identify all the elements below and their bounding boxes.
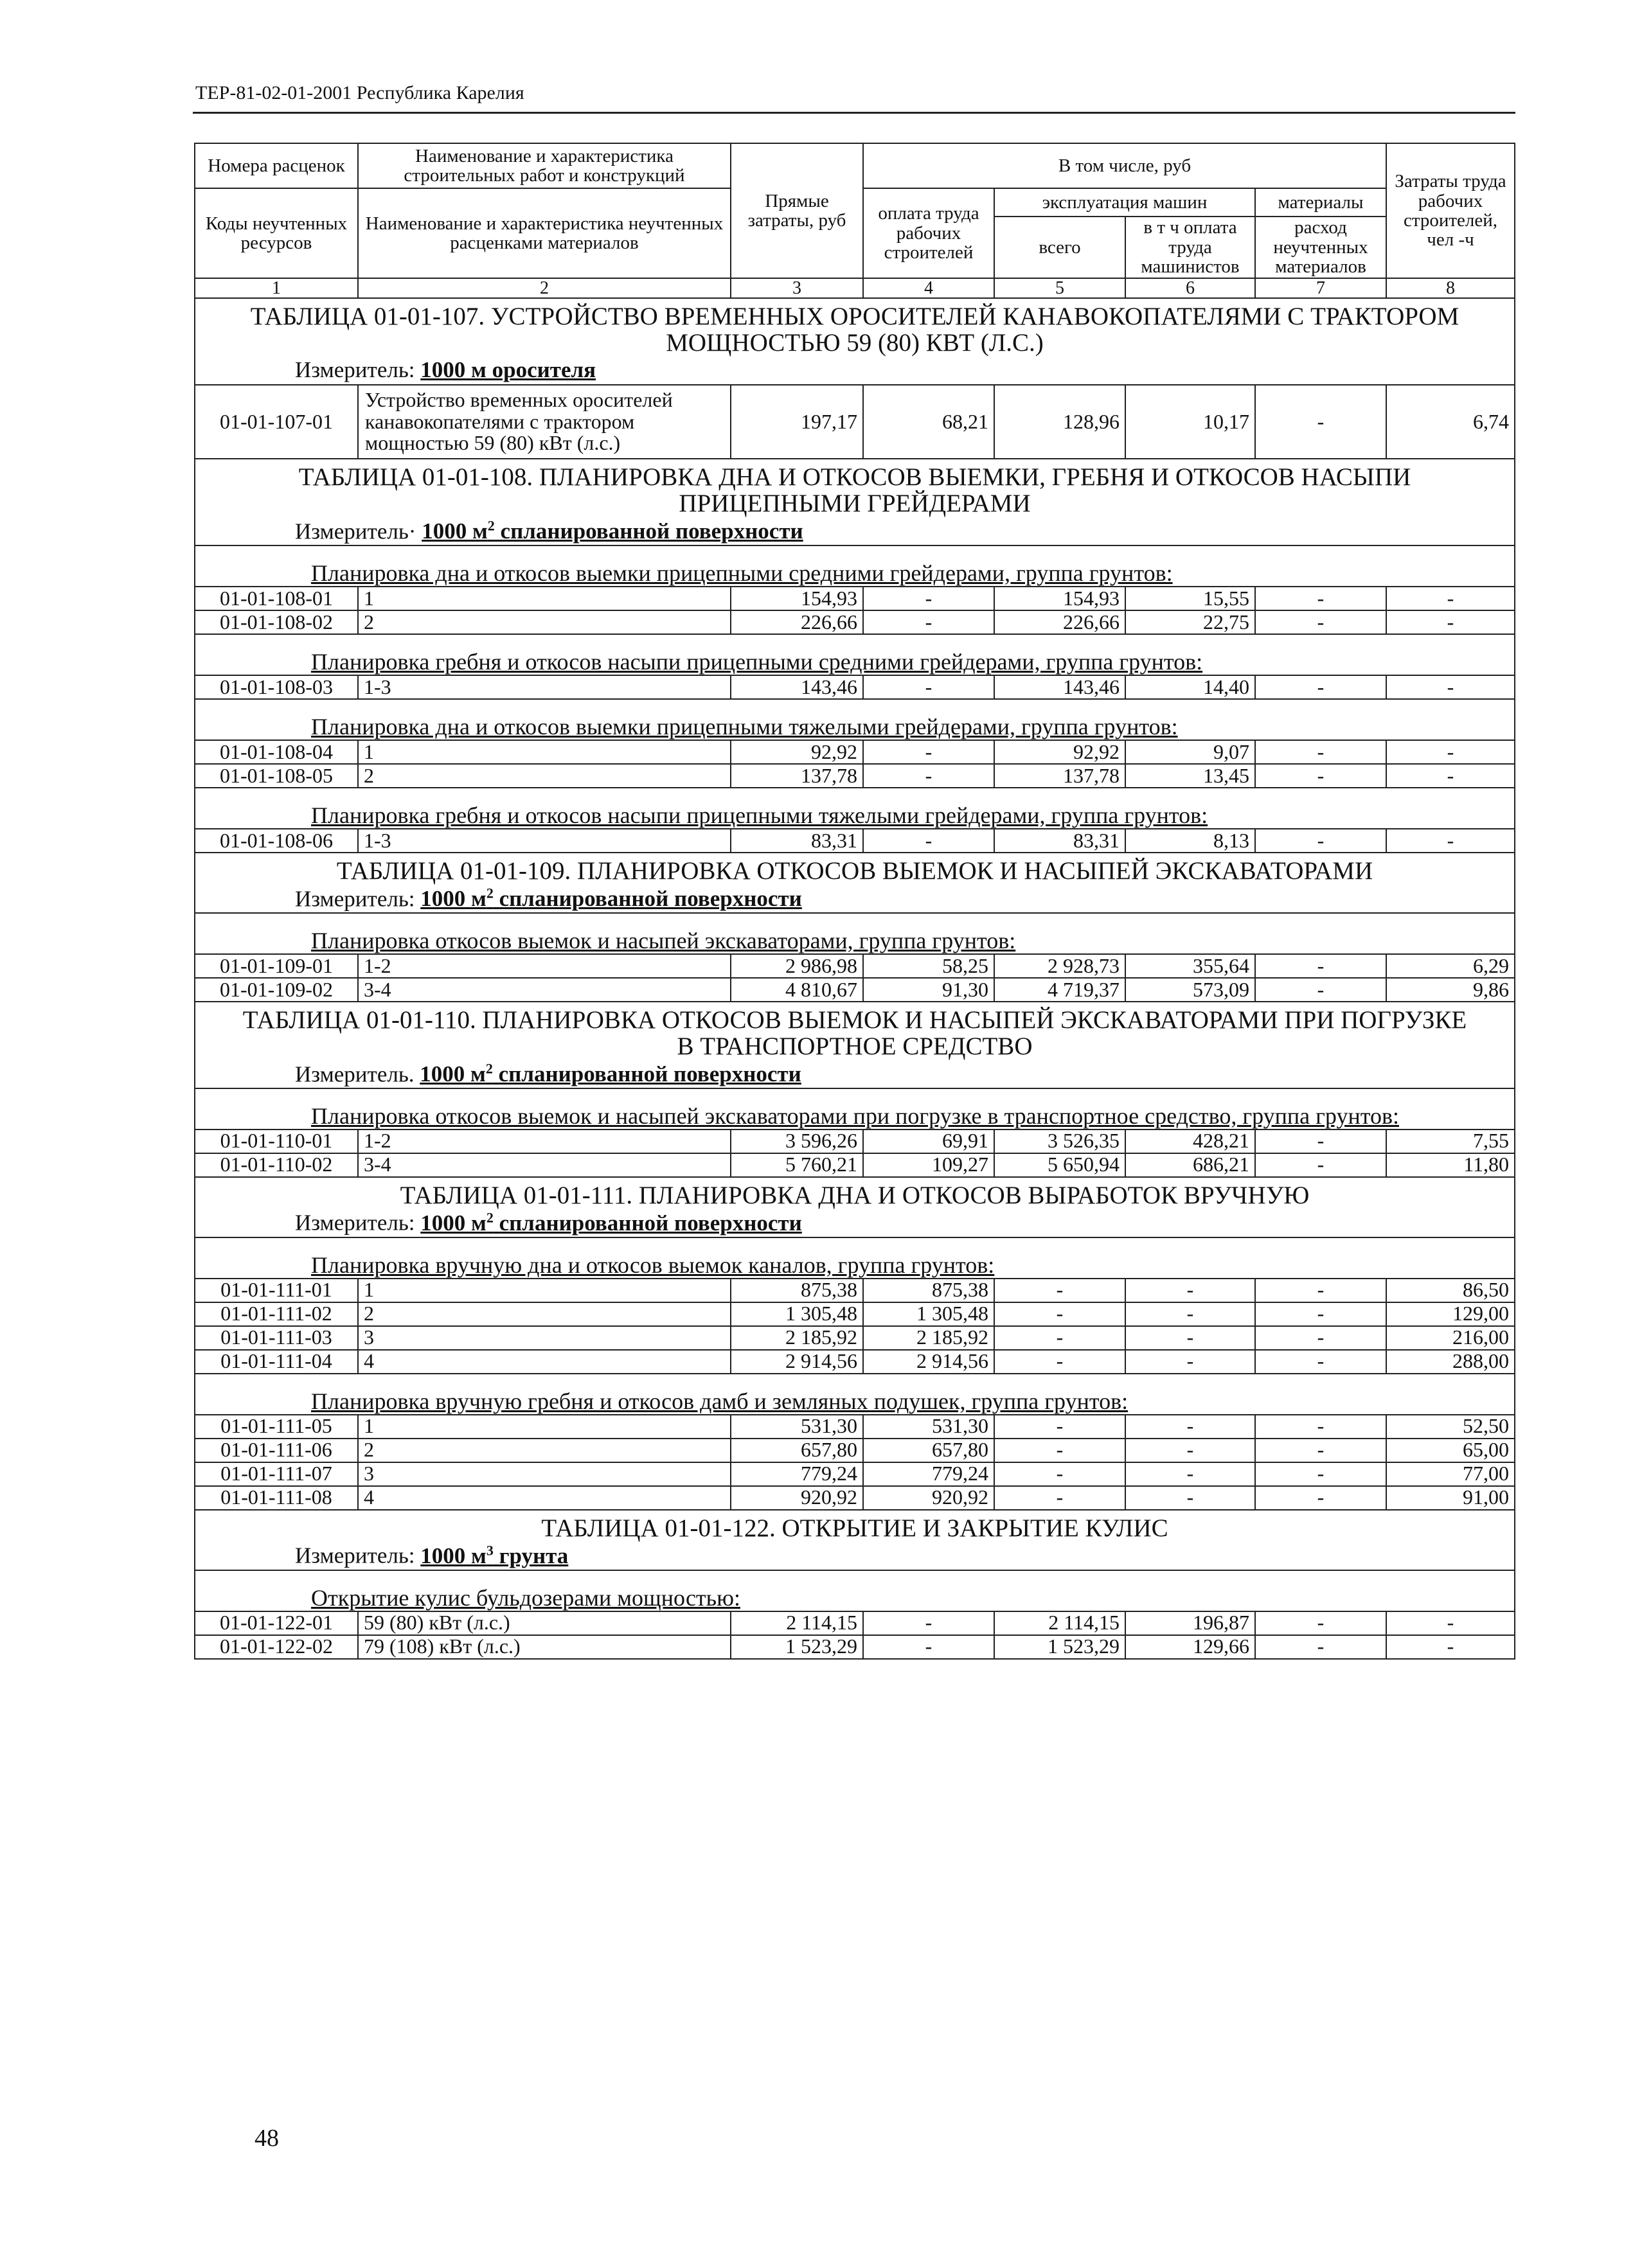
machines-total: - (994, 1350, 1125, 1374)
rate-code: 01-01-111-03 (195, 1326, 358, 1350)
direct-costs: 154,93 (731, 587, 863, 610)
machines-total: - (994, 1415, 1125, 1439)
price-table (194, 143, 1515, 1660)
group-title (195, 1570, 1515, 1611)
rate-code: 01-01-108-04 (195, 740, 358, 764)
rate-code: 01-01-108-06 (195, 829, 358, 853)
machines-total: 226,66 (994, 610, 1125, 634)
labor-costs: 86,50 (1386, 1279, 1515, 1302)
machinist-wages: 686,21 (1125, 1153, 1255, 1177)
group-title (195, 1374, 1515, 1415)
group-title (195, 545, 1515, 587)
header-machines-total: всего (994, 217, 1125, 278)
header-materials-name: Наименование и характеристика неучтенных расценками материалов (358, 188, 731, 278)
labor-costs: 52,50 (1386, 1415, 1515, 1439)
machines-total: - (994, 1486, 1125, 1510)
meter-value (420, 1061, 801, 1086)
wages: 109,27 (863, 1153, 994, 1177)
wages: - (863, 764, 994, 788)
section-title-row (195, 459, 1515, 517)
rate-code: 01-01-108-01 (195, 587, 358, 610)
unit-of-measure (195, 1209, 1515, 1237)
header-machines: эксплуатация машин (994, 188, 1255, 217)
table-row (195, 1439, 1515, 1462)
section-title-row (195, 298, 1515, 357)
machines-total: 154,93 (994, 587, 1125, 610)
group-title (195, 1088, 1515, 1130)
group-title (195, 788, 1515, 829)
unit-of-measure (195, 885, 1515, 913)
materials: - (1255, 1130, 1386, 1153)
work-description: 2 (358, 610, 731, 634)
direct-costs: 2 185,92 (731, 1326, 863, 1350)
work-description: 1-3 (358, 829, 731, 853)
materials: - (1255, 385, 1386, 459)
wages: 69,91 (863, 1130, 994, 1153)
labor-costs: 7,55 (1386, 1130, 1515, 1153)
work-description: 3 (358, 1462, 731, 1486)
meter-value (422, 518, 803, 544)
group-title-text: Планировка гребня и откосов насыпи прицепными средними грейдерами, группа грунтов: (311, 649, 1203, 675)
header-direct-costs: Прямые затраты, руб (731, 143, 863, 278)
meter-label: Измеритель· (295, 518, 416, 544)
work-description: 2 (358, 1439, 731, 1462)
wages: 531,30 (863, 1415, 994, 1439)
rate-code: 01-01-111-04 (195, 1350, 358, 1374)
machines-total: 92,92 (994, 740, 1125, 764)
page-number: 48 (254, 2125, 279, 2152)
table-title: ТАБЛИЦА 01-01-109. ПЛАНИРОВКА ОТКОСОВ ВЫЕМОК И НАСЫПЕЙ ЭКСКАВАТОРАМИ (195, 853, 1515, 885)
table-title: ТАБЛИЦА 01-01-108. ПЛАНИРОВКА ДНА И ОТКОСОВ ВЫЕМКИ, ГРЕБНЯ И ОТКОСОВ НАСЫПИ ПРИЦЕПНЫМИ ГРЕЙДЕРАМИ (195, 459, 1515, 517)
materials: - (1255, 1279, 1386, 1302)
meter-exponent: 2 (486, 885, 494, 901)
meter-tail: грунта (499, 1543, 569, 1569)
rate-code: 01-01-111-05 (195, 1415, 358, 1439)
machines-total: - (994, 1462, 1125, 1486)
unit-of-measure (195, 517, 1515, 545)
machinist-wages: - (1125, 1415, 1255, 1439)
wages: - (863, 1635, 994, 1659)
meter-tail: спланированной поверхности (499, 886, 802, 912)
work-description: 3-4 (358, 1153, 731, 1177)
machinist-wages: 196,87 (1125, 1611, 1255, 1635)
table-row (195, 1415, 1515, 1439)
section-title-row (195, 1177, 1515, 1209)
rate-code: 01-01-107-01 (195, 385, 358, 459)
unit-of-measure (195, 1542, 1515, 1570)
meter-tail: спланированной поверхности (498, 1061, 801, 1087)
machines-total: 143,46 (994, 675, 1125, 699)
machines-total: - (994, 1326, 1125, 1350)
meter-label: Измеритель: (295, 1210, 415, 1236)
work-description: 1 (358, 587, 731, 610)
wages: - (863, 740, 994, 764)
table-row (195, 675, 1515, 699)
column-number: 7 (1255, 278, 1386, 298)
table-row (195, 829, 1515, 853)
labor-costs: 65,00 (1386, 1439, 1515, 1462)
direct-costs: 2 986,98 (731, 954, 863, 978)
rate-code: 01-01-108-02 (195, 610, 358, 634)
rate-code: 01-01-111-02 (195, 1302, 358, 1326)
work-description: 1 (358, 1279, 731, 1302)
group-title-text: Планировка дна и откосов выемки прицепными тяжелыми грейдерами, группа грунтов: (311, 714, 1178, 740)
table-row (195, 1486, 1515, 1510)
labor-costs: 77,00 (1386, 1462, 1515, 1486)
work-description: 4 (358, 1350, 731, 1374)
materials: - (1255, 1462, 1386, 1486)
direct-costs: 531,30 (731, 1415, 863, 1439)
direct-costs: 137,78 (731, 764, 863, 788)
work-description: 79 (108) кВт (л.с.) (358, 1635, 731, 1659)
meter-row (195, 1209, 1515, 1237)
materials: - (1255, 954, 1386, 978)
meter-label: Измеритель: (295, 886, 415, 912)
materials: - (1255, 1439, 1386, 1462)
direct-costs: 4 810,67 (731, 978, 863, 1002)
work-description: 1-3 (358, 675, 731, 699)
machinist-wages: 428,21 (1125, 1130, 1255, 1153)
column-number: 5 (994, 278, 1125, 298)
materials: - (1255, 1153, 1386, 1177)
group-title-row (195, 1570, 1515, 1611)
machinist-wages: 8,13 (1125, 829, 1255, 853)
meter-value (420, 1210, 802, 1236)
table-row (195, 1153, 1515, 1177)
materials: - (1255, 829, 1386, 853)
labor-costs: 6,29 (1386, 954, 1515, 978)
table-row (195, 978, 1515, 1002)
wages: 2 185,92 (863, 1326, 994, 1350)
group-title-row (195, 699, 1515, 740)
group-title-text: Планировка откосов выемок и насыпей экскаваторами, группа грунтов: (311, 928, 1016, 954)
materials: - (1255, 1350, 1386, 1374)
wages: 2 914,56 (863, 1350, 994, 1374)
machinist-wages: 573,09 (1125, 978, 1255, 1002)
direct-costs: 779,24 (731, 1462, 863, 1486)
table-row (195, 1635, 1515, 1659)
column-number: 2 (358, 278, 731, 298)
group-title-row (195, 1374, 1515, 1415)
machinist-wages: - (1125, 1486, 1255, 1510)
table-title: ТАБЛИЦА 01-01-110. ПЛАНИРОВКА ОТКОСОВ ВЫЕМОК И НАСЫПЕЙ ЭКСКАВАТОРАМИ ПРИ ПОГРУЗКЕ В ТРАНСПОРТНОЕ СРЕДСТВО (195, 1002, 1515, 1060)
machinist-wages: 15,55 (1125, 587, 1255, 610)
labor-costs: 6,74 (1386, 385, 1515, 459)
header-materials-consumption: расход неучтенных материалов (1255, 217, 1386, 278)
group-title-text: Планировка дна и откосов выемки прицепными средними грейдерами, группа грунтов: (311, 560, 1173, 587)
labor-costs: 216,00 (1386, 1326, 1515, 1350)
wages: 657,80 (863, 1439, 994, 1462)
materials: - (1255, 1635, 1386, 1659)
machinist-wages: - (1125, 1302, 1255, 1326)
table-row (195, 764, 1515, 788)
meter-exponent: 2 (487, 517, 495, 534)
materials: - (1255, 740, 1386, 764)
rate-code: 01-01-111-06 (195, 1439, 358, 1462)
wages: 58,25 (863, 954, 994, 978)
table-row (195, 740, 1515, 764)
meter-value-text: 1000 м (420, 1210, 486, 1236)
materials: - (1255, 1326, 1386, 1350)
group-title-text: Планировка вручную дна и откосов выемок каналов, группа грунтов: (311, 1252, 995, 1278)
meter-row (195, 1060, 1515, 1088)
machines-total: 83,31 (994, 829, 1125, 853)
group-title-row (195, 545, 1515, 587)
header-materials: материалы (1255, 188, 1386, 217)
labor-costs: - (1386, 587, 1515, 610)
machines-total: 1 523,29 (994, 1635, 1125, 1659)
rate-code: 01-01-111-01 (195, 1279, 358, 1302)
labor-costs: - (1386, 1635, 1515, 1659)
machinist-wages: 22,75 (1125, 610, 1255, 634)
materials: - (1255, 587, 1386, 610)
rate-code: 01-01-108-05 (195, 764, 358, 788)
wages: - (863, 587, 994, 610)
machinist-wages: - (1125, 1326, 1255, 1350)
rate-code: 01-01-109-02 (195, 978, 358, 1002)
machinist-wages: 10,17 (1125, 385, 1255, 459)
machinist-wages: - (1125, 1279, 1255, 1302)
machines-total: - (994, 1279, 1125, 1302)
direct-costs: 2 914,56 (731, 1350, 863, 1374)
table-row (195, 1462, 1515, 1486)
labor-costs: - (1386, 740, 1515, 764)
materials: - (1255, 1486, 1386, 1510)
labor-costs: - (1386, 610, 1515, 634)
rate-code: 01-01-108-03 (195, 675, 358, 699)
materials: - (1255, 1302, 1386, 1326)
table-row (195, 610, 1515, 634)
machinist-wages: - (1125, 1462, 1255, 1486)
column-number: 8 (1386, 278, 1515, 298)
direct-costs: 875,38 (731, 1279, 863, 1302)
rate-code: 01-01-122-02 (195, 1635, 358, 1659)
direct-costs: 143,46 (731, 675, 863, 699)
direct-costs: 83,31 (731, 829, 863, 853)
wages: 779,24 (863, 1462, 994, 1486)
section-title-row (195, 1002, 1515, 1060)
header-resource-codes: Коды неучтенных ресурсов (195, 188, 358, 278)
unit-of-measure (195, 357, 1515, 385)
meter-value (420, 886, 802, 911)
work-description: 2 (358, 1302, 731, 1326)
wages: - (863, 829, 994, 853)
table-title: ТАБЛИЦА 01-01-107. УСТРОЙСТВО ВРЕМЕННЫХ ОРОСИТЕЛЕЙ КАНАВОКОПАТЕЛЯМИ С ТРАКТОРОМ МОЩНОСТЬЮ 59 (80) КВТ (Л.С.) (195, 298, 1515, 357)
work-description: 1 (358, 740, 731, 764)
labor-costs: 91,00 (1386, 1486, 1515, 1510)
rate-code: 01-01-111-08 (195, 1486, 358, 1510)
machinist-wages: - (1125, 1350, 1255, 1374)
direct-costs: 92,92 (731, 740, 863, 764)
meter-value-text: 1000 м оросителя (420, 357, 596, 383)
meter-row (195, 885, 1515, 913)
meter-row (195, 357, 1515, 385)
machines-total: - (994, 1302, 1125, 1326)
meter-label: Измеритель: (295, 357, 415, 383)
group-title (195, 1237, 1515, 1279)
meter-label: Измеритель. (295, 1061, 415, 1087)
table-row (195, 1350, 1515, 1374)
work-description: 1-2 (358, 954, 731, 978)
machines-total: 4 719,37 (994, 978, 1125, 1002)
header-machinist-wages: в т ч оплата труда машинистов (1125, 217, 1255, 278)
wages: 91,30 (863, 978, 994, 1002)
machinist-wages: 14,40 (1125, 675, 1255, 699)
group-title (195, 913, 1515, 954)
group-title-row (195, 1237, 1515, 1279)
labor-costs: 129,00 (1386, 1302, 1515, 1326)
work-description: 2 (358, 764, 731, 788)
work-description: 3-4 (358, 978, 731, 1002)
column-number: 4 (863, 278, 994, 298)
group-title-row (195, 1088, 1515, 1130)
group-title-row (195, 788, 1515, 829)
machines-total: 5 650,94 (994, 1153, 1125, 1177)
table-row (195, 954, 1515, 978)
labor-costs: - (1386, 1611, 1515, 1635)
group-title (195, 634, 1515, 675)
wages: 68,21 (863, 385, 994, 459)
machines-total: 2 928,73 (994, 954, 1125, 978)
direct-costs: 3 596,26 (731, 1130, 863, 1153)
labor-costs: - (1386, 829, 1515, 853)
meter-value-text: 1000 м (420, 886, 486, 912)
table-row (195, 1130, 1515, 1153)
materials: - (1255, 764, 1386, 788)
work-description: 3 (358, 1326, 731, 1350)
section-title-row (195, 1510, 1515, 1542)
work-description: 59 (80) кВт (л.с.) (358, 1611, 731, 1635)
header-codes: Номера расценок (195, 143, 358, 188)
column-number: 6 (1125, 278, 1255, 298)
direct-costs: 1 523,29 (731, 1635, 863, 1659)
meter-row (195, 517, 1515, 545)
table-row (195, 1611, 1515, 1635)
labor-costs: - (1386, 764, 1515, 788)
wages: 1 305,48 (863, 1302, 994, 1326)
rate-code: 01-01-111-07 (195, 1462, 358, 1486)
wages: - (863, 1611, 994, 1635)
header-labor: Затраты труда рабочих строителей, чел -ч (1386, 143, 1515, 278)
machinist-wages: - (1125, 1439, 1255, 1462)
materials: - (1255, 1611, 1386, 1635)
machines-total: 3 526,35 (994, 1130, 1125, 1153)
table-row (195, 385, 1515, 459)
meter-tail: спланированной поверхности (500, 518, 803, 544)
meter-value-text: 1000 м (420, 1061, 486, 1087)
group-title (195, 699, 1515, 740)
rate-code: 01-01-122-01 (195, 1611, 358, 1635)
header-wages: оплата труда рабочих строителей (863, 188, 994, 278)
direct-costs: 226,66 (731, 610, 863, 634)
direct-costs: 1 305,48 (731, 1302, 863, 1326)
meter-value (420, 1543, 568, 1568)
materials: - (1255, 1415, 1386, 1439)
work-description: 1-2 (358, 1130, 731, 1153)
machines-total: 2 114,15 (994, 1611, 1125, 1635)
materials: - (1255, 978, 1386, 1002)
direct-costs: 920,92 (731, 1486, 863, 1510)
labor-costs: 9,86 (1386, 978, 1515, 1002)
group-title-text: Открытие кулис бульдозерами мощностью: (311, 1584, 740, 1611)
rate-code: 01-01-110-02 (195, 1153, 358, 1177)
rate-code: 01-01-110-01 (195, 1130, 358, 1153)
labor-costs: 288,00 (1386, 1350, 1515, 1374)
work-description: 4 (358, 1486, 731, 1510)
meter-value (420, 357, 596, 382)
header-including: В том числе, руб (863, 143, 1386, 188)
materials: - (1255, 675, 1386, 699)
meter-row (195, 1542, 1515, 1570)
page-header: ТЕР-81-02-01-2001 Республика Карелия (195, 82, 524, 103)
group-title-text: Планировка вручную гребня и откосов дамб и земляных подушек, группа грунтов: (311, 1388, 1129, 1414)
work-description: 1 (358, 1415, 731, 1439)
table-row (195, 1326, 1515, 1350)
header-name: Наименование и характеристика строительных работ и конструкций (358, 143, 731, 188)
meter-exponent: 2 (486, 1209, 494, 1226)
column-number: 3 (731, 278, 863, 298)
meter-exponent: 3 (486, 1542, 494, 1559)
group-title-row (195, 913, 1515, 954)
direct-costs: 197,17 (731, 385, 863, 459)
machinist-wages: 129,66 (1125, 1635, 1255, 1659)
machinist-wages: 9,07 (1125, 740, 1255, 764)
machinist-wages: 355,64 (1125, 954, 1255, 978)
header-rule (193, 112, 1515, 114)
work-description: Устройство временных оросителей канавокопателями с трактором мощностью 59 (80) кВт (л.с.) (358, 385, 731, 459)
table-title: ТАБЛИЦА 01-01-122. ОТКРЫТИЕ И ЗАКРЫТИЕ КУЛИС (195, 1510, 1515, 1542)
labor-costs: - (1386, 675, 1515, 699)
group-title-text: Планировка гребня и откосов насыпи прицепными тяжелыми грейдерами, группа грунтов: (311, 802, 1208, 829)
table-title: ТАБЛИЦА 01-01-111. ПЛАНИРОВКА ДНА И ОТКОСОВ ВЫРАБОТОК ВРУЧНУЮ (195, 1177, 1515, 1209)
meter-label: Измеритель: (295, 1543, 415, 1569)
column-number: 1 (195, 278, 358, 298)
rate-code: 01-01-109-01 (195, 954, 358, 978)
table-row (195, 1302, 1515, 1326)
wages: - (863, 675, 994, 699)
section-title-row (195, 853, 1515, 885)
machines-total: - (994, 1439, 1125, 1462)
direct-costs: 5 760,21 (731, 1153, 863, 1177)
meter-tail: спланированной поверхности (499, 1210, 802, 1236)
unit-of-measure (195, 1060, 1515, 1088)
wages: 875,38 (863, 1279, 994, 1302)
meter-value-text: 1000 м (420, 1543, 486, 1569)
machines-total: 137,78 (994, 764, 1125, 788)
group-title-row (195, 634, 1515, 675)
meter-exponent: 2 (485, 1060, 493, 1077)
wages: 920,92 (863, 1486, 994, 1510)
wages: - (863, 610, 994, 634)
labor-costs: 11,80 (1386, 1153, 1515, 1177)
meter-value-text: 1000 м (422, 518, 488, 544)
materials: - (1255, 610, 1386, 634)
direct-costs: 2 114,15 (731, 1611, 863, 1635)
table-row (195, 1279, 1515, 1302)
group-title-text: Планировка откосов выемок и насыпей экскаваторами при погрузке в транспортное средство, группа грунтов: (311, 1103, 1399, 1129)
direct-costs: 657,80 (731, 1439, 863, 1462)
machinist-wages: 13,45 (1125, 764, 1255, 788)
machines-total: 128,96 (994, 385, 1125, 459)
table-row (195, 587, 1515, 610)
